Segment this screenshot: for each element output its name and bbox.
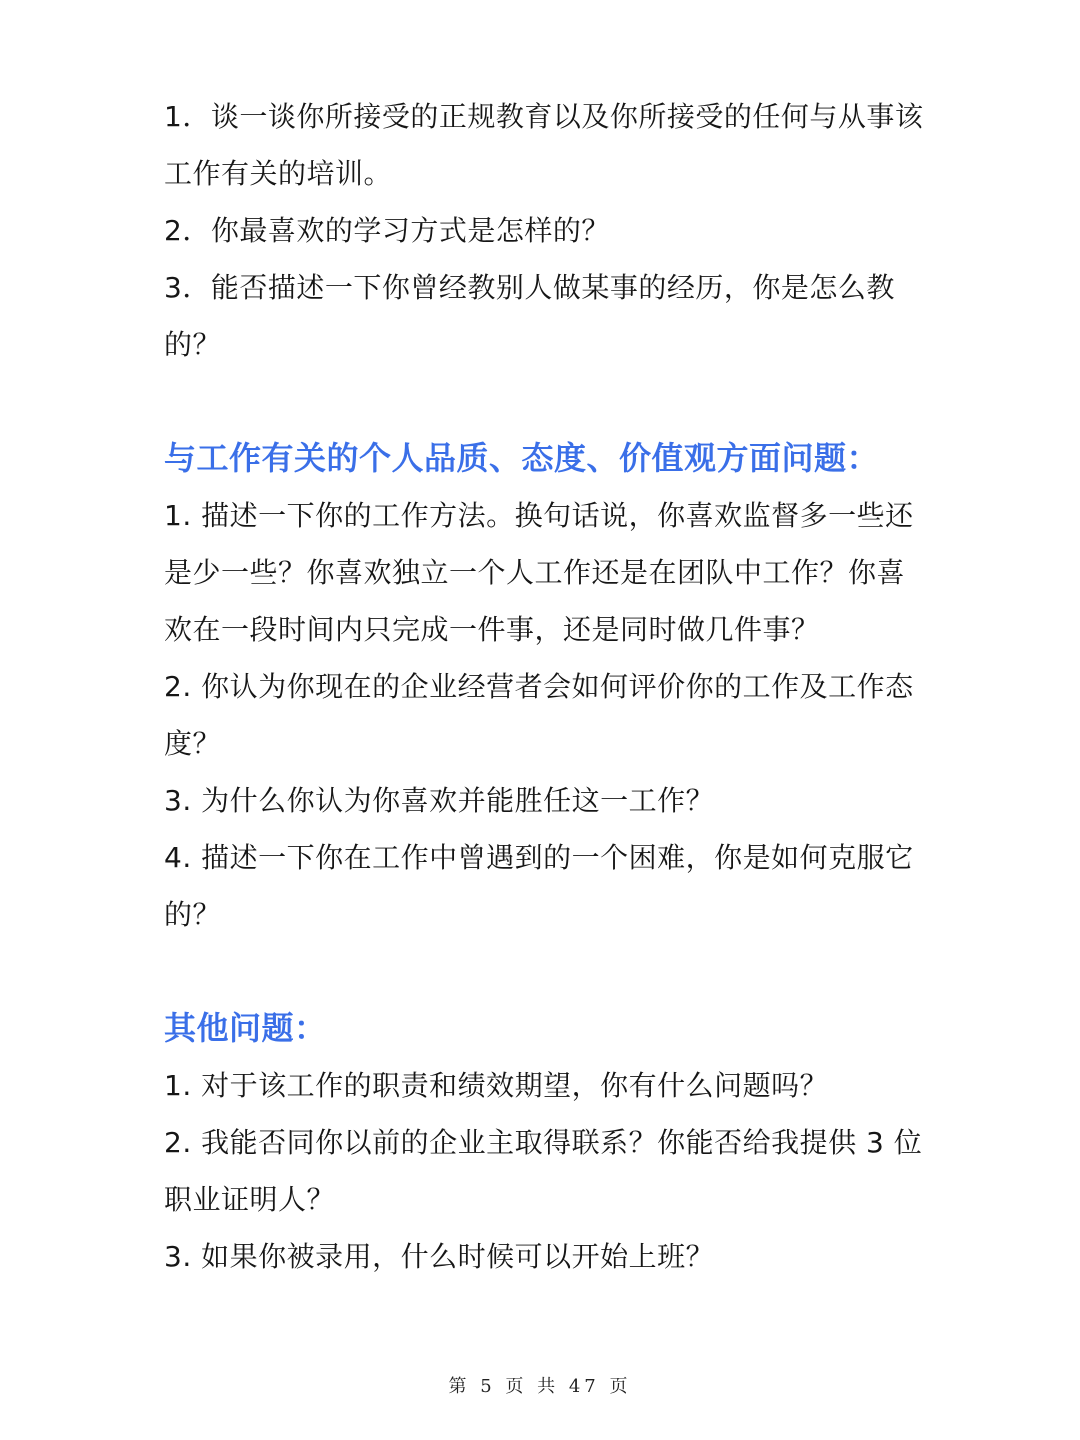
list-item: 3. 如果你被录用，什么时候可以开始上班？ xyxy=(164,1240,715,1273)
list-item: 3．能否描述一下你曾经教别人做某事的经历，你是怎么教的？ xyxy=(164,271,895,361)
section-spacer xyxy=(164,943,924,1000)
list-item: 1. 对于该工作的职责和绩效期望，你有什么问题吗？ xyxy=(164,1069,829,1102)
section-spacer xyxy=(164,373,924,430)
list-item: 2. 你认为你现在的企业经营者会如何评价你的工作及工作态度？ xyxy=(164,670,914,760)
list-item: 4. 描述一下你在工作中曾遇到的一个困难，你是如何克服它的？ xyxy=(164,841,914,931)
section-education xyxy=(164,88,924,373)
list-item: 1. 描述一下你的工作方法。换句话说，你喜欢监督多一些还是少一些？你喜欢独立一个人工作还是在团队中工作？你喜欢在一段时间内只完成一件事，还是同时做几件事？ xyxy=(164,499,914,646)
section-heading: 其他问题： xyxy=(164,1009,327,1047)
list-item: 3. 为什么你认为你喜欢并能胜任这一工作？ xyxy=(164,784,715,817)
page-number: 第 5 页 共 47 页 xyxy=(448,1376,632,1397)
document-body xyxy=(164,88,924,1285)
section-heading: 与工作有关的个人品质、态度、价值观方面问题： xyxy=(164,439,880,477)
section-other xyxy=(164,1000,924,1285)
list-item: 2．你最喜欢的学习方式是怎样的？ xyxy=(164,214,610,247)
list-item: 2. 我能否同你以前的企业主取得联系？你能否给我提供 3 位职业证明人？ xyxy=(164,1126,923,1216)
section-personal-qualities xyxy=(164,430,924,943)
list-item: 1．谈一谈你所接受的正规教育以及你所接受的任何与从事该工作有关的培训。 xyxy=(164,100,924,190)
